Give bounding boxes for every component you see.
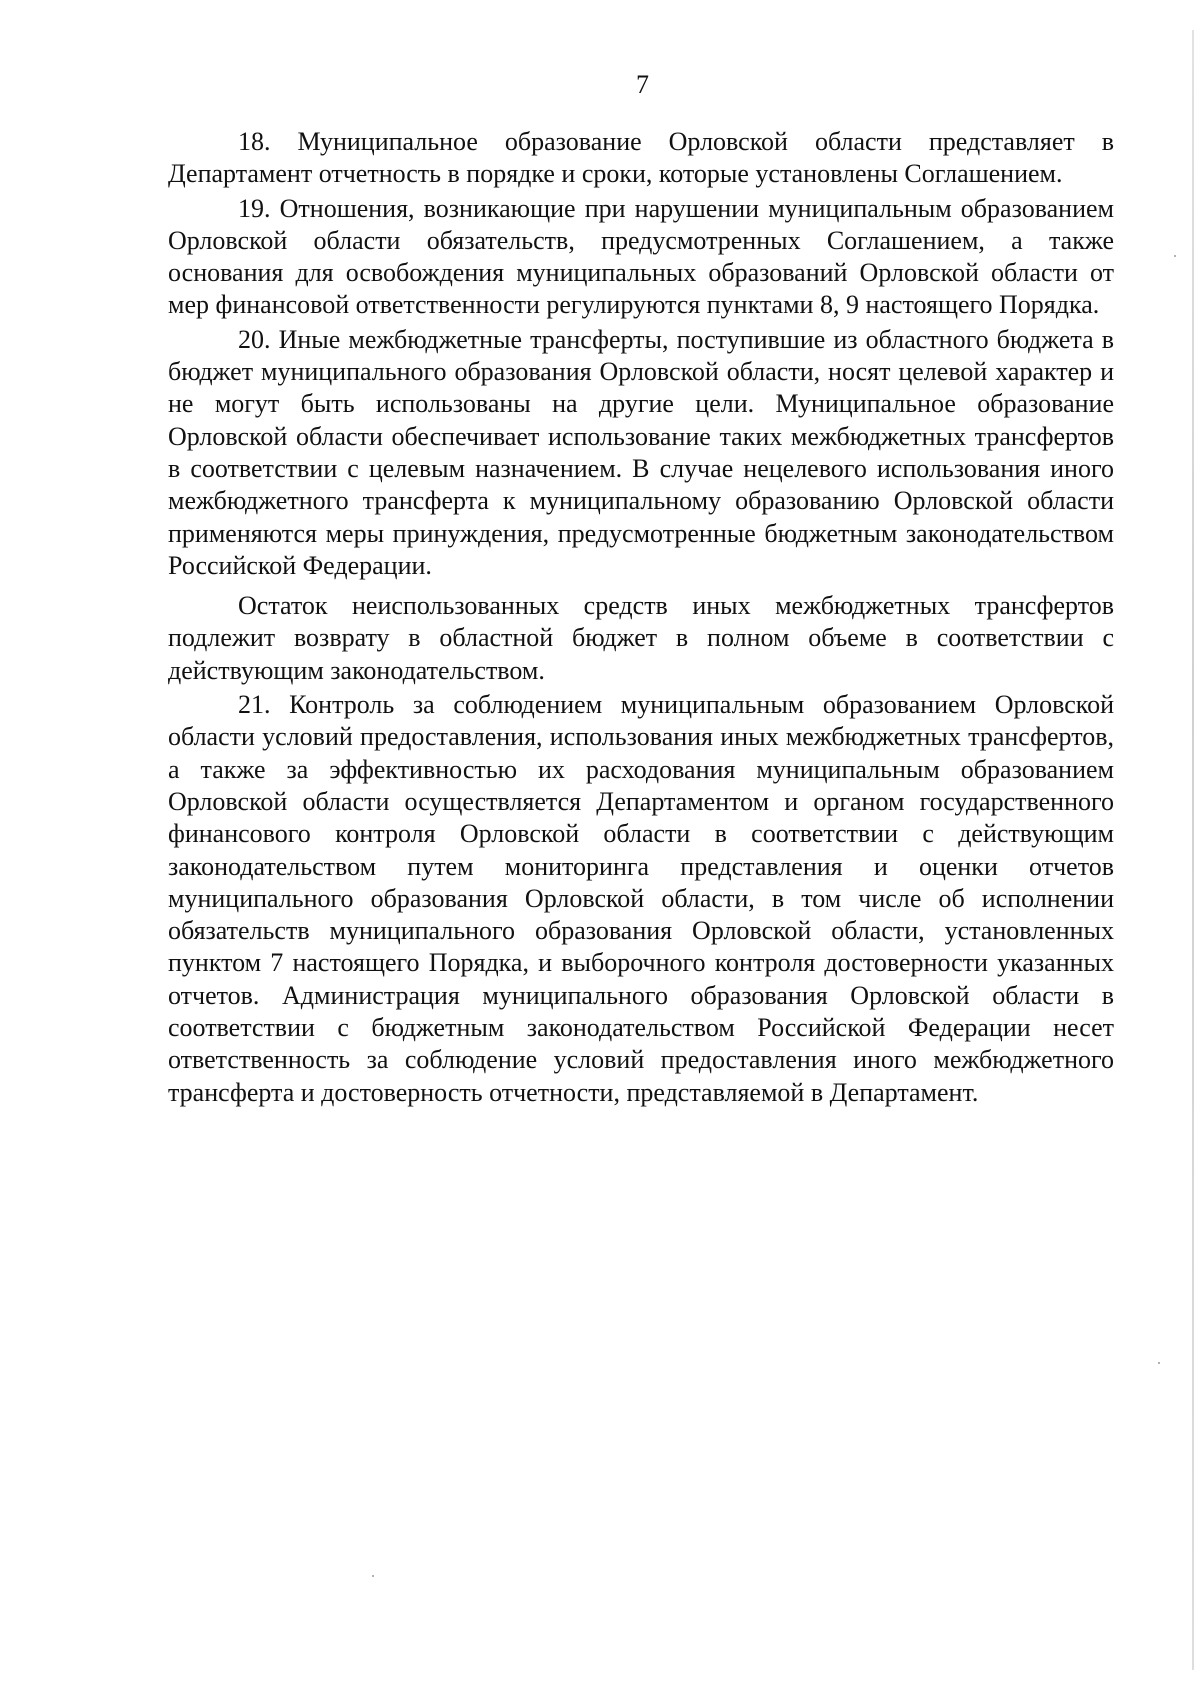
paragraph-19: 19. Отношения, возникающие при нарушении муниципальным образованием Орловской области обязательств, предусмотренных Соглашением, а также основания для освобождения муниципальных образований Орловской области от мер финансовой ответственности регулируются пунктами 8, 9 настоящего Порядка.	[168, 193, 1114, 320]
paragraph-21: 21. Контроль за соблюдением муниципальным образованием Орловской области условий предоставления, использования иных межбюджетных трансфертов, а также за эффективностью их расходования муниципальным образованием Орловской области осуществляется Департаментом и органом государственного финансового контроля Орловской области в соответствии с действующим законодательством путем мониторинга представления и оценки отчетов муниципального образования Орловской области, в том числе об исполнении обязательств муниципального образования Орловской области, установленных пунктом 7 настоящего Порядка, и выборочного контроля достоверности указанных отчетов. Администрация муниципального образования Орловской области в соответствии с бюджетным законодательством Российской Федерации несет ответственность за соблюдение условий предоставления иного межбюджетного трансферта и достоверность отчетности, представляемой в Департамент.	[168, 690, 1114, 1107]
page-number: 7	[636, 70, 649, 99]
paragraph-20: 20. Иные межбюджетные трансферты, поступившие из областного бюджета в бюджет муниципального образования Орловской области, носят целевой характер и не могут быть использованы на другие цели. Муниципальное образование Орловской области обеспечивает использование таких межбюджетных трансфертов в соответствии с целевым назначением. В случае нецелевого использования иного межбюджетного трансферта к муниципальному образованию Орловской области применяются меры принуждения, предусмотренные бюджетным законодательством Российской Федерации.	[168, 324, 1114, 580]
paragraph-18: 18. Муниципальное образование Орловской области представляет в Департамент отчетность в порядке и сроки, которые установлены Соглашением.	[168, 127, 1114, 189]
scan-speck	[1174, 255, 1176, 257]
scan-edge-shadow	[1192, 30, 1194, 1670]
scan-speck	[372, 1575, 374, 1577]
paragraph-20-remainder: Остаток неиспользованных средств иных межбюджетных трансфертов подлежит возврату в областной бюджет в полном объеме в соответствии с действующим законодательством.	[168, 591, 1114, 685]
document-body	[168, 126, 1114, 1109]
scan-speck	[1158, 1362, 1160, 1364]
